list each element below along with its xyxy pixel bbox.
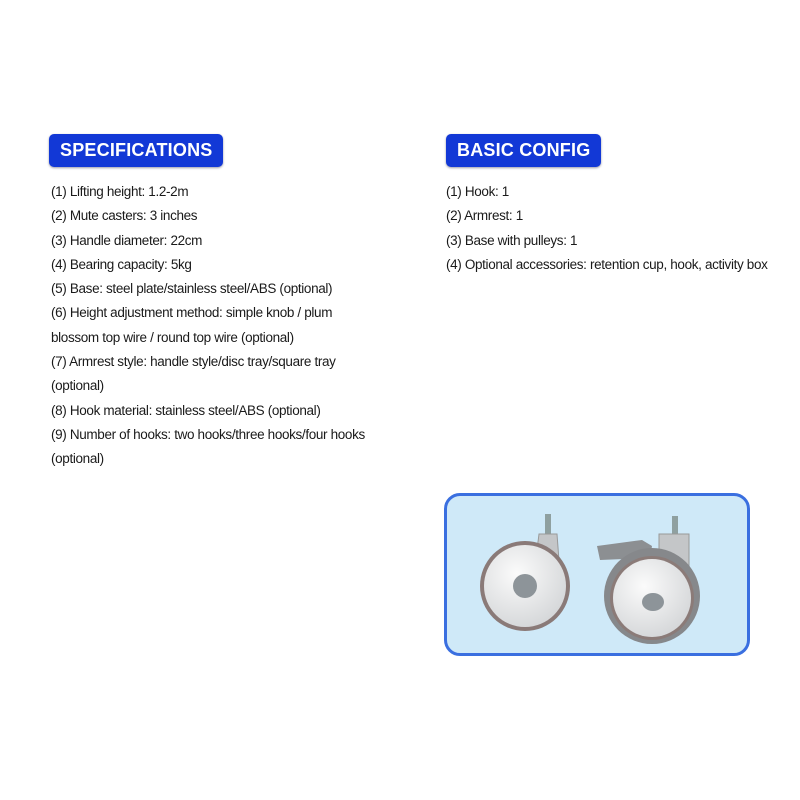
config-item: (3) Base with pulleys: 1: [446, 232, 578, 248]
spec-item: (7) Armrest style: handle style/disc tray/square tray (optional): [51, 354, 336, 394]
spec-item: (4) Bearing capacity: 5kg: [51, 256, 192, 272]
spec-item: (2) Mute casters: 3 inches: [51, 208, 198, 224]
spec-item: (1) Lifting height: 1.2-2m: [51, 184, 189, 199]
spec-item: (5) Base: steel plate/stainless steel/ABS (optional): [51, 281, 333, 297]
config-item: (2) Armrest: 1: [446, 208, 523, 224]
spec-item: (9) Number of hooks: two hooks/three hooks/four hooks (optional): [51, 426, 365, 467]
caster-wheel-icon: [480, 514, 570, 631]
casters-image: [444, 493, 750, 656]
config-item: (4) Optional accessories: retention cup, hook, activity box: [446, 256, 768, 272]
basic-config-list: [446, 180, 776, 277]
specifications-list: [51, 180, 369, 472]
basic-config-heading: BASIC CONFIG: [446, 134, 601, 167]
spec-item: (3) Handle diameter: 22cm: [51, 232, 203, 248]
spec-item: (6) Height adjustment method: simple knob / plum blossom top wire / round top wire (optional): [51, 305, 333, 345]
spec-item: (8) Hook material: stainless steel/ABS (optional): [51, 402, 321, 418]
config-item: (1) Hook: 1: [446, 184, 509, 199]
locking-caster-wheel-icon: [597, 516, 700, 644]
specifications-heading: SPECIFICATIONS: [49, 134, 223, 167]
